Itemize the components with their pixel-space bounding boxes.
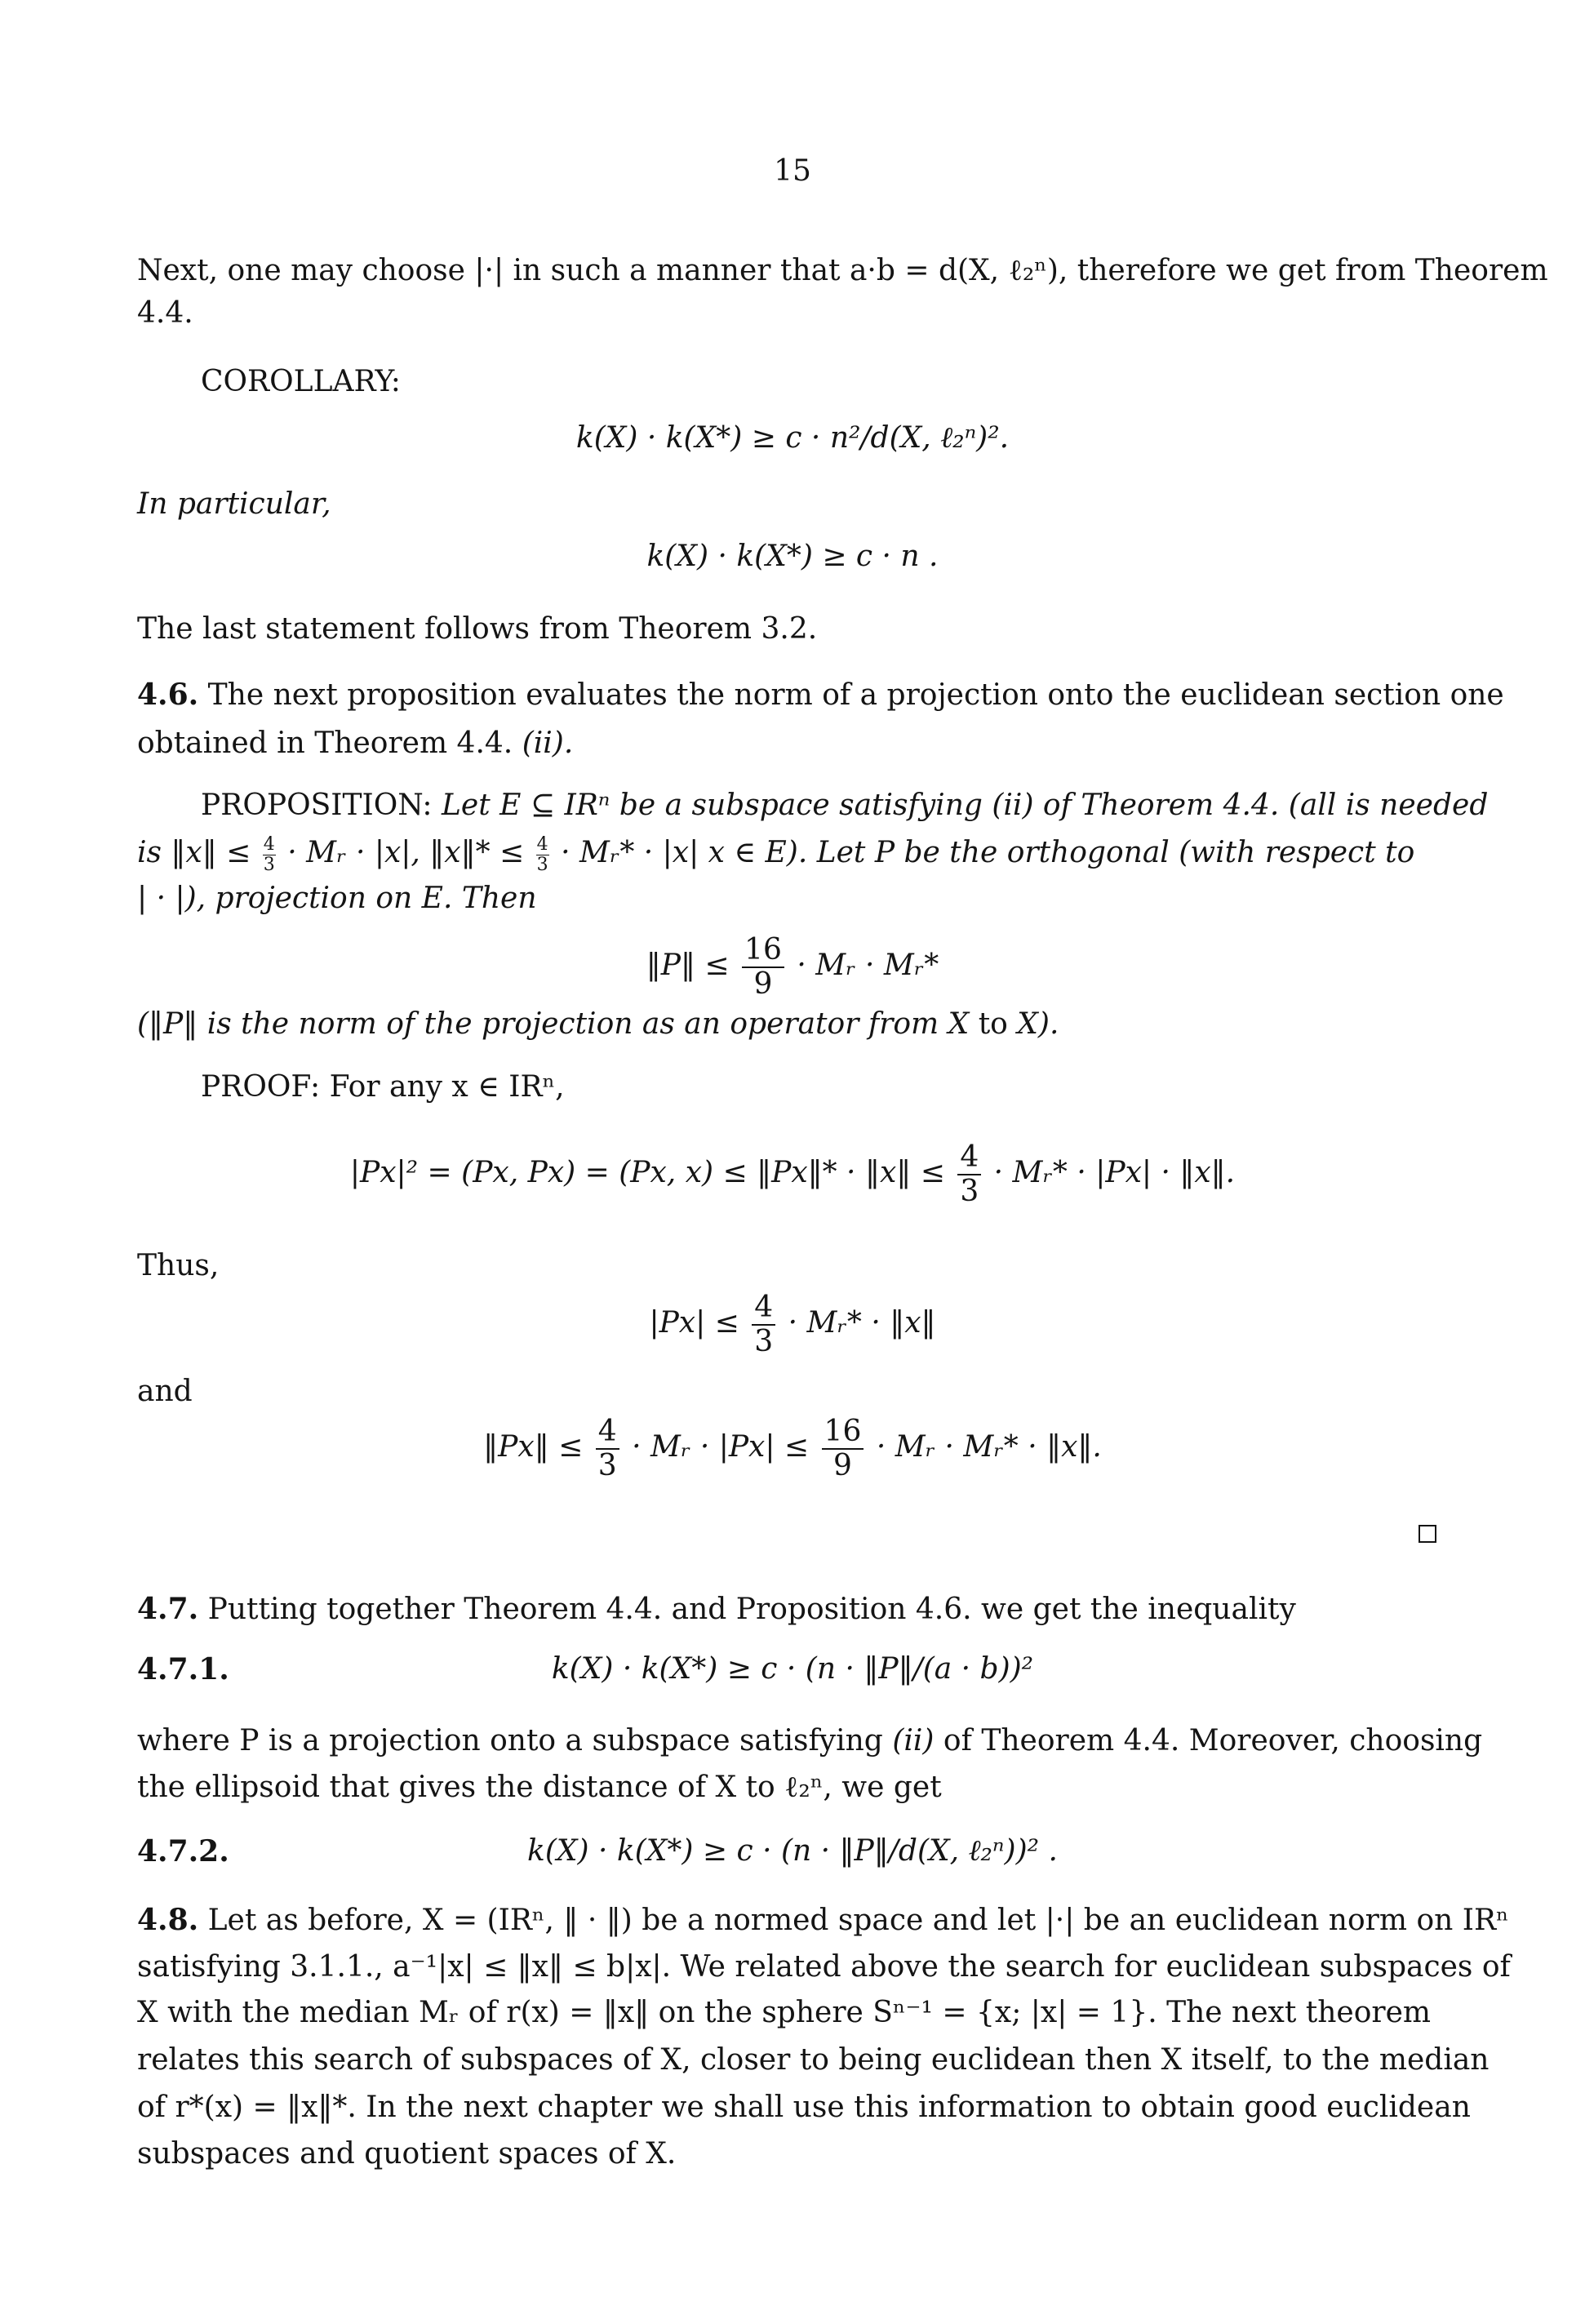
section-4-6-line-2 xyxy=(137,726,1451,762)
section-number: 4.7. xyxy=(137,1592,199,1626)
section-number: 4.8. xyxy=(137,1903,199,1937)
text: |Px|² = (Px, Px) = (Px, x) ≤ ‖Px‖* · ‖x‖ ≤ xyxy=(349,1156,945,1189)
paragraph-line: Next, one may choose |·| in such a manner that a·b = d(X, ℓ₂ⁿ), therefore we get from Theorem xyxy=(137,254,1548,287)
text: (ii) xyxy=(892,1724,935,1757)
equation-and xyxy=(0,1417,1585,1481)
text: |Px| ≤ xyxy=(649,1306,739,1340)
denominator: 3 xyxy=(597,1449,617,1482)
text: is ‖x‖ ≤ xyxy=(137,836,251,869)
text: Let E ⊆ IRⁿ be a subspace satisfying (ii) of Theorem 4.4. (all is needed xyxy=(442,789,1489,822)
projection-note xyxy=(137,1006,1451,1042)
proposition-line-3: | · |), projection on E. Then xyxy=(137,882,537,915)
text: X). xyxy=(1017,1007,1059,1041)
text: The next proposition evaluates the norm of a projection onto the euclidean section one xyxy=(207,678,1504,712)
section-4-8-line-1 xyxy=(137,1902,1509,1939)
proof-label: PROOF: xyxy=(201,1070,321,1104)
paragraph-line: The last statement follows from Theorem 3.2. xyxy=(137,612,818,646)
text: · Mᵣ · Mᵣ* · ‖x‖. xyxy=(876,1430,1102,1464)
text: Let as before, X = (IRⁿ, ‖ · ‖) be a normed space and let |·| be an euclidean norm on IRⁿ xyxy=(207,1904,1509,1937)
equation-4-7-2: k(X) · k(X*) ≥ c · (n · ‖P‖/d(X, ℓ₂ⁿ))² . xyxy=(527,1834,1058,1868)
fraction xyxy=(957,1140,981,1208)
equation-thus xyxy=(0,1293,1585,1357)
numerator: 16 xyxy=(742,935,784,968)
equation-label-4-7-1: 4.7.1. xyxy=(137,1652,229,1686)
equation-projection-norm xyxy=(0,935,1585,999)
fraction xyxy=(822,1417,864,1481)
proposition-line-1 xyxy=(201,788,1515,824)
text: · Mᵣ* · ‖x‖ xyxy=(788,1306,936,1340)
denominator: 9 xyxy=(833,1449,852,1482)
numerator: 4 xyxy=(752,1293,775,1326)
paragraph-line: the ellipsoid that gives the distance of X to ℓ₂ⁿ, we get xyxy=(137,1771,942,1804)
text: where P is a projection onto a subspace satisfying xyxy=(137,1724,883,1757)
numerator: 4 xyxy=(263,833,275,855)
paragraph-line: X with the median Mᵣ of r(x) = ‖x‖ on the sphere Sⁿ⁻¹ = {x; |x| = 1}. The next theorem xyxy=(137,1996,1432,2029)
equation-label-4-7-2: 4.7.2. xyxy=(137,1834,229,1869)
proposition-line-2 xyxy=(137,835,1451,874)
thus-label: Thus, xyxy=(137,1249,220,1282)
paragraph-line xyxy=(137,1723,1483,1759)
text: of Theorem 4.4. Moreover, choosing xyxy=(943,1724,1483,1757)
equation-corollary: k(X) · k(X*) ≥ c · n²/d(X, ℓ₂ⁿ)². xyxy=(575,421,1010,455)
paragraph-line: relates this search of subspaces of X, closer to being euclidean then X itself, to the median xyxy=(137,2043,1490,2077)
text: · Mᵣ · |x|, ‖x‖* ≤ xyxy=(287,836,525,869)
fraction xyxy=(263,833,276,875)
corollary-label: COROLLARY: xyxy=(201,365,401,398)
numerator: 16 xyxy=(822,1417,864,1450)
denominator: 3 xyxy=(754,1325,774,1358)
denominator: 3 xyxy=(536,854,548,875)
equation-proof-1 xyxy=(0,1140,1585,1208)
text: (ii). xyxy=(522,727,574,760)
fraction xyxy=(536,833,549,875)
section-4-6-line-1 xyxy=(137,677,1504,713)
text: For any x ∈ IRⁿ, xyxy=(329,1070,565,1104)
text: obtained in Theorem 4.4. xyxy=(137,727,513,760)
text: (‖P‖ is the norm of the projection as an operator from X xyxy=(137,1007,970,1041)
text: · Mᵣ* · |Px| · ‖x‖. xyxy=(993,1156,1236,1189)
page-number: 15 xyxy=(774,154,811,188)
text: · Mᵣ · Mᵣ* xyxy=(797,949,939,982)
text: ‖P‖ ≤ xyxy=(646,949,730,982)
text: · Mᵣ · |Px| ≤ xyxy=(632,1430,810,1464)
paragraph-line: subspaces and quotient spaces of X. xyxy=(137,2137,677,2171)
numerator: 4 xyxy=(596,1417,619,1450)
equation-corollary-2: k(X) · k(X*) ≥ c · n . xyxy=(646,540,939,573)
fraction xyxy=(596,1417,619,1481)
paragraph-line: of r*(x) = ‖x‖*. In the next chapter we shall use this information to obtain good euclidean xyxy=(137,2091,1471,2124)
section-4-7 xyxy=(137,1591,1451,1628)
qed-square-icon xyxy=(1419,1525,1436,1543)
in-particular: In particular, xyxy=(137,487,331,521)
numerator: 4 xyxy=(536,833,548,855)
denominator: 9 xyxy=(753,967,773,1001)
proposition-label: PROPOSITION: xyxy=(201,789,433,822)
denominator: 3 xyxy=(960,1175,979,1208)
proof-intro xyxy=(201,1069,1515,1105)
text: Putting together Theorem 4.4. and Proposition 4.6. we get the inequality xyxy=(207,1593,1296,1626)
paragraph-line: satisfying 3.1.1., a⁻¹|x| ≤ ‖x‖ ≤ b|x|. We related above the search for euclidean subspaces of xyxy=(137,1950,1511,1984)
text: ‖Px‖ ≤ xyxy=(483,1430,584,1464)
fraction xyxy=(752,1293,775,1357)
fraction xyxy=(742,935,784,999)
numerator: 4 xyxy=(957,1143,981,1175)
section-number: 4.6. xyxy=(137,678,199,712)
paragraph-line: 4.4. xyxy=(137,296,193,330)
text: · Mᵣ* · |x| x ∈ E). Let P be the orthogonal (with respect to xyxy=(561,836,1415,869)
and-label: and xyxy=(137,1375,193,1408)
denominator: 3 xyxy=(263,854,275,875)
equation-4-7-1: k(X) · k(X*) ≥ c · (n · ‖P‖/(a · b))² xyxy=(551,1652,1034,1686)
text: to xyxy=(978,1007,1008,1041)
